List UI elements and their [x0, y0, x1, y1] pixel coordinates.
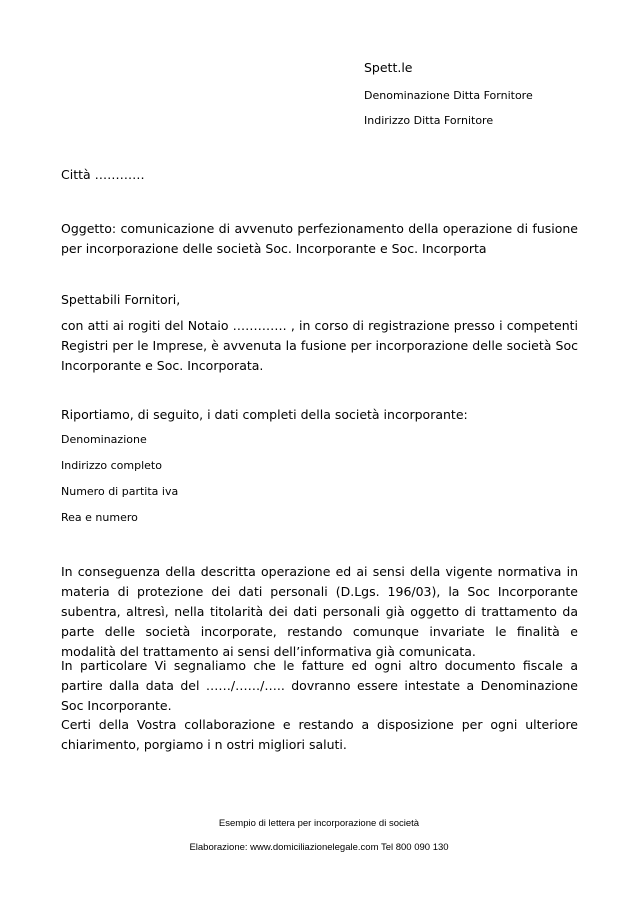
footer-line-2: Elaborazione: www.domiciliazionelegale.com Tel 800 090 130	[189, 842, 449, 853]
footer-line-1: Esempio di lettera per incorporazione di società	[218, 818, 420, 829]
data-field-rea: Rea e numero	[61, 511, 138, 524]
paragraph-invoices: In particolare Vi segnaliamo che le fatture ed ogni altro documento fiscale a partire dalla data del ……/……/….. dovranno essere intestate a Denominazione Soc Incorporante.	[61, 658, 578, 713]
paragraph-notary: con atti ai rogiti del Notaio …………. , in corso di registrazione presso i competenti Registri per le Imprese, è avvenuta la fusione per incorporazione delle società Soc Incorporante e Soc. Incorporata.	[61, 318, 578, 373]
greeting: Spettabili Fornitori,	[61, 292, 181, 307]
data-intro: Riportiamo, di seguito, i dati completi della società incorporante:	[61, 407, 468, 422]
city-line: Città …………	[61, 167, 145, 182]
paragraph-privacy: In conseguenza della descritta operazione ed ai sensi della vigente normativa in materia di protezione dei dati personali (D.Lgs. 196/03), la Soc Incorporante subentra, altresì, nella titolarità dei dati personali già oggetto di trattamento da parte delle società incorporate, restando comunque invariate le finalità e modalità del trattamento ai sensi dell’informativa già comunicata.	[61, 564, 578, 659]
recipient-address: Indirizzo Ditta Fornitore	[364, 114, 494, 127]
recipient-name: Denominazione Ditta Fornitore	[364, 89, 533, 102]
data-field-partita-iva: Numero di partita iva	[61, 485, 179, 498]
data-field-indirizzo: Indirizzo completo	[61, 459, 162, 472]
recipient-salutation: Spett.le	[364, 60, 413, 75]
data-field-denominazione: Denominazione	[61, 433, 147, 446]
closing-paragraph: Certi della Vostra collaborazione e restando a disposizione per ogni ulteriore chiarimento, porgiamo i n ostri migliori saluti.	[61, 717, 578, 752]
subject-line: Oggetto: comunicazione di avvenuto perfezionamento della operazione di fusione per incorporazione delle società Soc. Incorporante e Soc. Incorporta	[61, 221, 578, 256]
